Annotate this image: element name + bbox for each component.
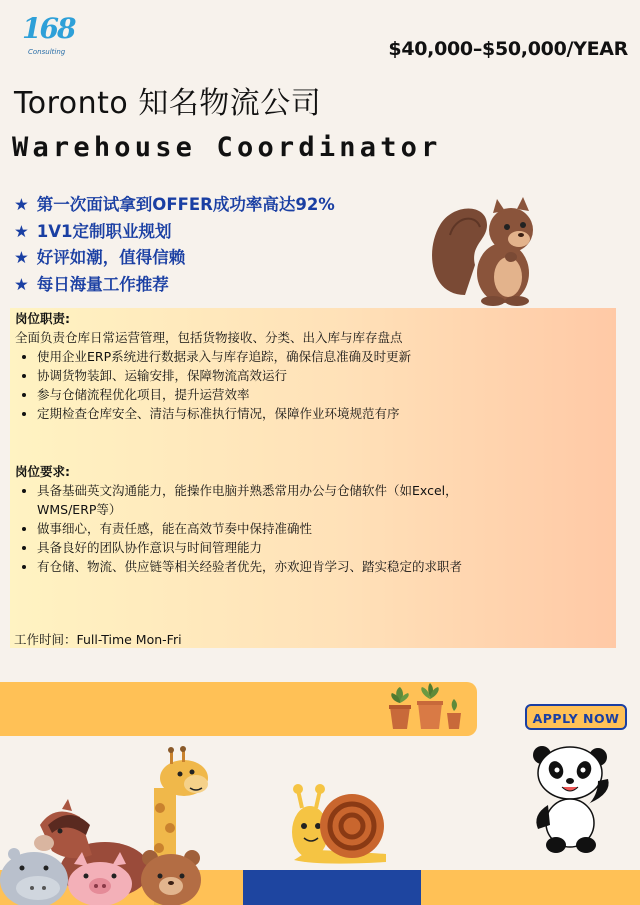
work-time: 工作时间：Full-Time Mon-Fri [14, 632, 182, 647]
list-item: • 有仓储、物流、供应链等相关经验者优先，亦欢迎肯学习、踏实稳定的求职者 [37, 557, 485, 576]
bear-illustration [136, 848, 206, 905]
job-title: Warehouse Coordinator [12, 132, 442, 163]
job-details-panel [10, 308, 616, 648]
apply-now-button[interactable]: APPLY NOW [525, 704, 627, 730]
star-icon: ★ [14, 221, 29, 241]
perk-item: ★ 好评如潮，值得信赖 [14, 248, 186, 267]
logo-number: 168 [22, 12, 75, 45]
duties-list [15, 347, 485, 423]
duties-title: 岗位职责: [15, 311, 70, 326]
list-item: • 具备基础英文沟通能力，能操作电脑并熟悉常用办公与仓储软件（如Excel，WMS/ERP等） [37, 481, 485, 519]
panda-illustration [528, 745, 618, 855]
star-icon: ★ [14, 195, 29, 214]
perk-item: ★ 第一次面试拿到OFFER成功率高达92% [14, 195, 335, 214]
hippo-illustration [0, 840, 70, 905]
list-item: • 具备良好的团队协作意识与时间管理能力 [37, 538, 485, 557]
pig-illustration [64, 850, 134, 905]
plant-pots-illustration [386, 683, 466, 733]
list-item: • 参与仓储流程优化项目，提升运营效率 [37, 385, 485, 404]
salary-range: $40,000–$50,000/YEAR [388, 38, 628, 60]
squirrel-illustration [425, 195, 540, 307]
company-title: Toronto 知名物流公司 [14, 86, 322, 121]
duties-intro: 全面负责仓库日常运营管理，包括货物接收、分类、出入库与库存盘点 [15, 330, 403, 345]
requirements-list [15, 481, 485, 576]
logo-subtitle: Consulting [28, 48, 66, 56]
list-item: • 使用企业ERP系统进行数据录入与库存追踪，确保信息准确及时更新 [37, 347, 485, 366]
perk-item: ★ 每日海量工作推荐 [14, 274, 169, 294]
list-item: • 定期检查仓库安全、清洁与标准执行情况，保障作业环境规范有序 [37, 404, 485, 423]
floor-blue-strip [243, 870, 421, 905]
perk-item: ★ 1V1定制职业规划 [14, 221, 172, 241]
star-icon: ★ [14, 248, 29, 267]
star-icon: ★ [14, 274, 29, 294]
company-logo [22, 12, 74, 58]
snail-illustration [290, 780, 390, 870]
list-item: • 做事细心，有责任感，能在高效节奏中保持准确性 [37, 519, 485, 538]
requirements-title: 岗位要求: [15, 464, 70, 479]
list-item: • 协调货物装卸、运输安排，保障物流高效运行 [37, 366, 485, 385]
perks-list [14, 194, 335, 300]
